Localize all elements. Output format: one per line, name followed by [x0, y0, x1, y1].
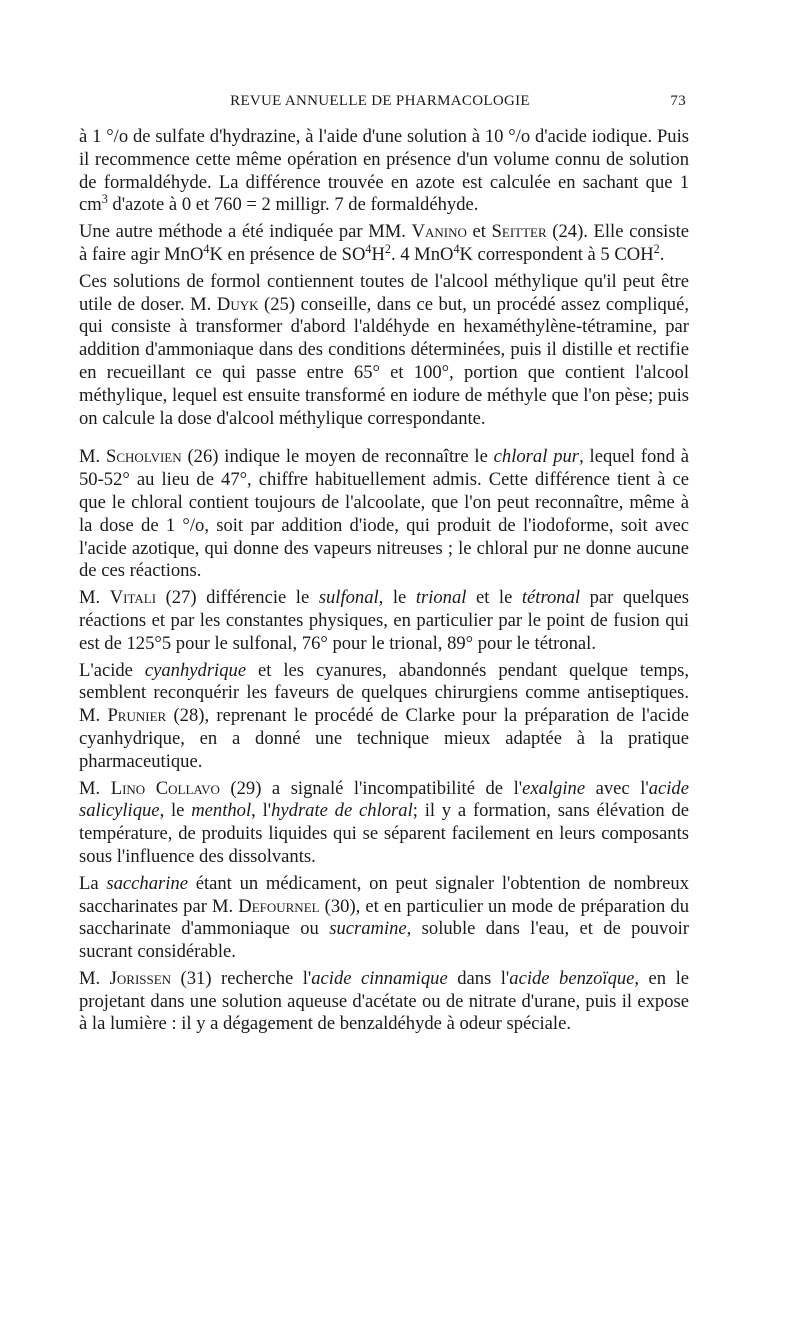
text-run: ; il y a formation, sans élévation de température, de produits liquides qui se séparent facilement en leurs composants sous l'influence des dissolvants.	[79, 800, 689, 867]
author-name: Duyk	[216, 293, 259, 315]
body-text	[79, 126, 689, 1036]
italic-term: chloral pur	[493, 446, 580, 468]
superscript: 4	[365, 241, 372, 256]
author-name: Scholvien	[106, 446, 182, 468]
superscript: 2	[653, 241, 660, 256]
author-name: Seitter	[491, 221, 547, 243]
text-run: , soit par addition d'iode, qui produit de l'iodoforme, soit avec l'acide azotique, qui donne des vapeurs nitreuses ; le chloral pur ne donne aucune de ces réactions.	[79, 514, 690, 582]
italic-term: sulfonal	[318, 587, 379, 609]
italic-term: sucramine	[329, 918, 407, 940]
text-run: o	[118, 126, 129, 147]
text-run: par quelques réactions et par les constantes physiques, en particulier par le point de fusion qui est de 125°5 pour le sulfonal, 76° pour le trional, 89° pour le tétronal.	[79, 587, 689, 654]
text-run: (26) indique le moyen de reconnaître le	[181, 446, 494, 468]
author-name: Prunier	[107, 705, 167, 727]
text-run: o	[195, 514, 205, 536]
text-run: avec l'	[585, 777, 649, 799]
paragraph-vanino	[79, 221, 689, 267]
superscript: 4	[453, 241, 460, 256]
italic-term: menthol	[191, 800, 252, 822]
italic-term: exalgine	[522, 777, 586, 799]
paragraph-duyk	[79, 271, 689, 431]
paragraph-prunier	[79, 660, 689, 774]
text-run: K en présence de SO	[209, 243, 366, 265]
text-run: Une autre méthode a été indiquée par MM.	[79, 221, 412, 243]
italic-term: acide cinnamique	[311, 967, 448, 989]
text-run: . 4 MnO	[390, 243, 454, 265]
text-run: , le	[378, 587, 416, 609]
text-run: (24). Elle consiste à faire agir MnO	[79, 221, 689, 265]
text-run: et le	[466, 587, 522, 609]
text-run: dans l'	[447, 967, 510, 989]
text-run: d'acide iodique. Puis il recommence cette même opération en présence d'un volume connu de solution de formaldéhyde. La différence trouvée en azote est calculée en sachant que 1 cm	[79, 126, 690, 216]
text-run: (31) recherche l'	[171, 967, 312, 989]
text-run: L'acide	[79, 659, 145, 681]
text-run: , le	[159, 800, 192, 822]
text-run: à 1 °/	[79, 126, 119, 147]
italic-term: saccharine	[106, 872, 188, 894]
italic-term: cyanhydrique	[144, 659, 247, 681]
text-run: d'azote à 0 et 760 = 2 milligr. 7 de formaldéhyde.	[107, 194, 479, 216]
text-run: Ces solutions de formol contiennent toutes de l'alcool méthylique qu'il peut être utile de doser. M.	[79, 270, 689, 315]
text-run: H	[371, 243, 385, 265]
paragraph-scholvien	[79, 446, 689, 583]
italic-term: acide benzoïque	[509, 967, 635, 989]
text-run: (27) différencie le	[156, 587, 319, 609]
author-name: Vanino	[411, 221, 467, 243]
text-run: M.	[79, 587, 110, 609]
text-run: , lequel fond à 50-52° au lieu de 47°, chiffre habituellement admis. Cette différence tient à ce que le chloral contient toujours de l'alcoolate, que l'on peut reconnaître, même à la dose de 1 °/	[79, 446, 689, 536]
author-name: Defournel	[238, 895, 320, 917]
author-name: Lino Collavo	[110, 777, 220, 799]
text-run: et	[466, 221, 492, 243]
running-header	[74, 93, 686, 115]
text-run: o	[520, 126, 531, 147]
author-name: Jorissen	[109, 967, 172, 989]
text-run: .	[659, 243, 665, 265]
author-name: Vitali	[109, 587, 157, 609]
text-run: , soluble dans l'eau, et de pouvoir sucrant considérable.	[79, 918, 689, 963]
text-run: étant un médicament, on peut signaler l'obtention de nombreux saccharinates par M.	[79, 872, 690, 917]
running-title: REVUE ANNUELLE DE PHARMACOLOGIE	[230, 93, 530, 109]
paragraph-jorissen	[79, 968, 689, 1036]
text-run: (25) conseille, dans ce but, un procédé assez compliqué, qui consiste à transformer d'abord l'aldéhyde en hexaméthylène-tétramine, par addition d'ammoniaque dans des conditions déterminées, puis il distille et rectifie en recueillant ce qui passe entre 65° et 100°, portion que contient l'alcool méthylique, lequel est ensuite transformé en iodure de méthyle que l'on pèse; puis on calcule la dose d'alcool méthylique correspondante.	[79, 293, 689, 429]
paragraph-defournel	[79, 873, 689, 964]
text-run: (29) a signalé l'incompatibilité de l'	[219, 777, 523, 799]
text-run: et les cyanures, abandonnés pendant quelque temps, semblent reconquérir les faveurs de quelques chirurgiens comme antiseptiques. M.	[79, 659, 689, 727]
superscript: 2	[384, 241, 391, 256]
italic-term: tétronal	[521, 587, 581, 609]
text-run: M.	[79, 777, 111, 799]
superscript: 4	[203, 241, 210, 256]
italic-term: hydrate de chloral	[271, 800, 413, 822]
text-run: de sulfate d'hydrazine, à l'aide d'une solution à 10 °/	[128, 126, 521, 147]
italic-term: trional	[415, 587, 467, 609]
text-run: M.	[79, 967, 110, 989]
text-run: (28), reprenant le procédé de Clarke pour la préparation de l'acide cyanhydrique, en a donné une technique mieux adaptée à la pratique pharmaceutique.	[79, 705, 689, 772]
italic-term: acide salicylique	[79, 777, 689, 822]
text-run: , en le projetant dans une solution aqueuse d'acétate ou de nitrate d'urane, puis il expose à la lumière : il y a dégagement de benzaldéhyde à odeur spéciale.	[79, 967, 689, 1035]
superscript: 3	[101, 192, 108, 207]
text-run: , l'	[251, 800, 272, 822]
text-run: K correspondent à 5 COH	[459, 243, 654, 265]
page-number: 73	[670, 93, 686, 109]
paragraph-vitali	[79, 587, 689, 655]
paragraph-hydrazine	[79, 126, 689, 217]
text-run: La	[79, 872, 107, 894]
text-run: M.	[79, 446, 107, 468]
paragraph-collavo	[79, 778, 689, 869]
text-run: (30), et en particulier un mode de préparation du saccharinate d'ammoniaque ou	[79, 895, 689, 940]
